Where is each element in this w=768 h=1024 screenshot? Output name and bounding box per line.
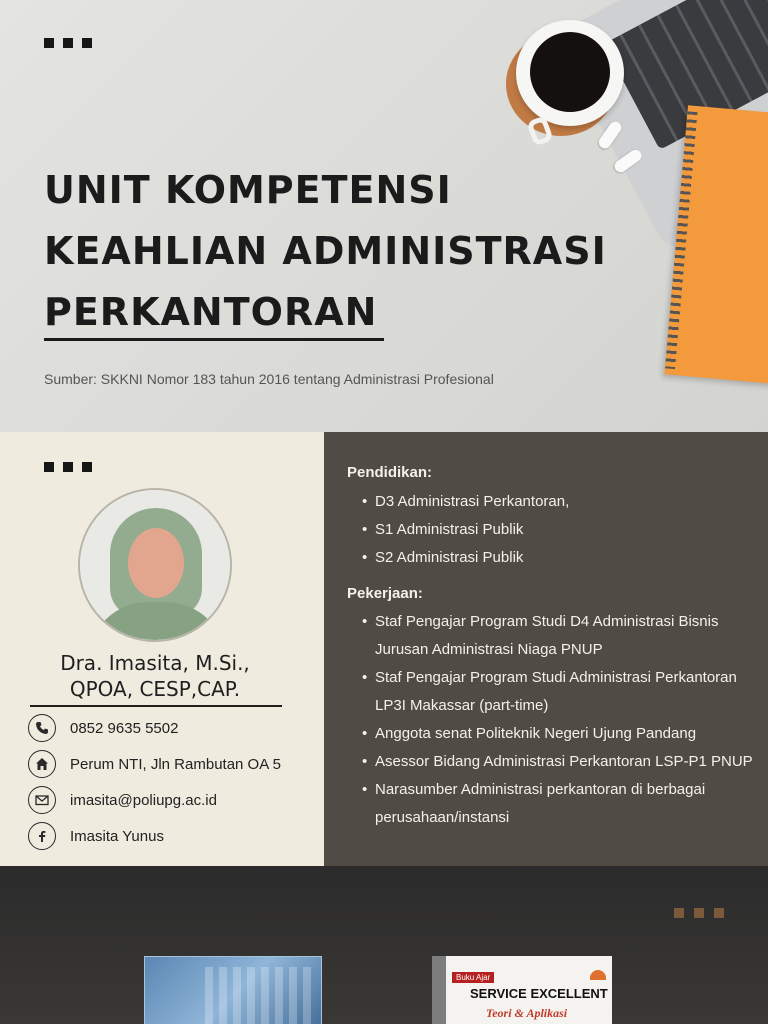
mail-icon — [28, 786, 56, 814]
book-subtitle: Teori & Aplikasi — [486, 1006, 568, 1020]
contact-address — [28, 750, 281, 778]
title-line: KEAHLIAN ADMINISTRASI — [44, 229, 607, 273]
contact-email — [28, 786, 217, 814]
list-item: • Anggota senat Politeknik Negeri Ujung Pandang — [362, 720, 762, 748]
book-cover-image — [144, 956, 322, 1024]
title-line: PERKANTORAN — [44, 290, 378, 334]
decorative-dots — [44, 462, 92, 472]
contact-facebook — [28, 822, 164, 850]
list-item: • S2 Administrasi Publik — [362, 544, 762, 572]
list-item: • D3 Administrasi Perkantoran, — [362, 488, 762, 516]
home-icon — [28, 750, 56, 778]
book-title: SERVICE EXCELLENT — [470, 986, 608, 1001]
list-item: • S1 Administrasi Publik — [362, 516, 762, 544]
profile-name — [30, 650, 280, 702]
page-title — [44, 160, 644, 343]
bio-panel — [324, 432, 768, 866]
book-cover-service-excellent — [432, 956, 612, 1024]
list-item: • Staf Pengajar Program Studi D4 Administrasi Bisnis Jurusan Administrasi Niaga PNUP — [362, 608, 762, 664]
book-spine — [432, 956, 446, 1024]
name-underline — [30, 705, 282, 707]
email-link[interactable]: imasita@poliupg.ac.id — [70, 791, 217, 809]
title-underline — [44, 338, 384, 341]
decorative-dots — [44, 38, 92, 48]
list-item: • Asessor Bidang Administrasi Perkantoran LSP-P1 PNUP — [362, 748, 762, 776]
contact-phone — [28, 714, 178, 742]
source-text: Sumber: SKKNI Nomor 183 tahun 2016 tentang Administrasi Profesional — [44, 371, 494, 387]
education-list — [362, 488, 762, 572]
phone-icon — [28, 714, 56, 742]
coffee-image — [530, 32, 610, 112]
title-banner — [0, 0, 768, 432]
facebook-link[interactable]: Imasita Yunus — [70, 827, 164, 845]
list-item: • Staf Pengajar Program Studi Administrasi Perkantoran LP3I Makassar (part-time) — [362, 664, 762, 720]
education-heading: Pendidikan: — [347, 464, 433, 481]
profile-photo — [78, 488, 232, 642]
address-text: Perum NTI, Jln Rambutan OA 5 — [70, 755, 281, 773]
phone-number[interactable]: 0852 9635 5502 — [70, 719, 179, 737]
book-tag: Buku Ajar — [452, 972, 494, 983]
title-line: UNIT KOMPETENSI — [44, 168, 452, 212]
profile-card — [0, 432, 324, 866]
name-line: Dra. Imasita, M.Si., — [60, 651, 250, 675]
name-line: QPOA, CESP,CAP. — [69, 677, 241, 701]
facebook-icon — [28, 822, 56, 850]
books-strip — [0, 866, 768, 1024]
list-item: • Narasumber Administrasi perkantoran di berbagai perusahaan/instansi — [362, 776, 762, 832]
decorative-dots — [674, 908, 724, 918]
publisher-logo-icon — [590, 970, 606, 980]
work-heading: Pekerjaan: — [347, 585, 423, 602]
work-list — [362, 608, 762, 832]
